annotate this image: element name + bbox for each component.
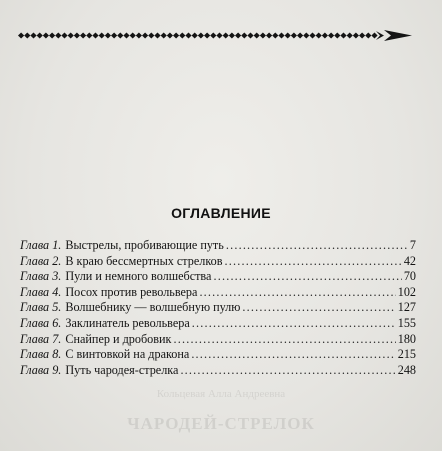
border-link — [365, 33, 371, 39]
page-number: 102 — [397, 284, 416, 299]
border-link — [223, 33, 229, 39]
border-link — [24, 33, 30, 39]
border-link — [154, 33, 160, 39]
dot-leader — [191, 347, 395, 363]
border-link — [130, 33, 136, 39]
border-link — [260, 33, 266, 39]
border-link — [92, 33, 98, 39]
chapter-label: Глава 1. — [20, 238, 62, 252]
border-link — [43, 33, 49, 39]
arrowhead-icon — [384, 30, 412, 41]
page-number: 70 — [403, 269, 416, 284]
border-link — [309, 33, 315, 39]
border-link — [74, 33, 80, 39]
chapter-title: Волшебнику — волшебную пулю — [65, 300, 241, 315]
border-link — [167, 33, 173, 39]
page-number: 42 — [403, 253, 416, 268]
toc-entry — [20, 300, 416, 316]
border-link — [297, 33, 303, 39]
border-link — [49, 33, 55, 39]
border-link — [192, 33, 198, 39]
show-through-text: Кольцевая Алла Андреевна — [156, 388, 286, 400]
border-link — [142, 33, 148, 39]
chapter-title: Выстрелы, пробивающие путь — [65, 238, 224, 252]
border-link — [371, 33, 377, 39]
page-number: 127 — [397, 300, 416, 315]
table-of-contents-heading: ОГЛАВЛЕНИЕ — [171, 205, 271, 221]
border-link — [235, 33, 241, 39]
border-link — [359, 33, 365, 39]
chapter-title: Путь чародея-стрелка — [65, 362, 179, 377]
dot-leader — [180, 363, 395, 379]
chapter-label: Глава 7. — [20, 331, 62, 346]
chapter-label: Глава 3. — [20, 269, 62, 284]
border-link — [80, 33, 86, 39]
dot-leader — [213, 269, 401, 285]
border-link — [210, 33, 216, 39]
border-link — [254, 33, 260, 39]
border-link — [86, 33, 92, 39]
chapter-title: Пули и немного волшебства — [65, 269, 212, 284]
border-link — [291, 33, 297, 39]
border-link — [241, 33, 247, 39]
border-link — [316, 33, 322, 39]
page-number: 248 — [397, 362, 416, 377]
page-number: 215 — [397, 347, 416, 362]
toc-entry — [20, 254, 416, 270]
chapter-label: Глава 9. — [20, 362, 62, 377]
border-link — [266, 33, 272, 39]
border-link — [278, 33, 284, 39]
border-link — [148, 33, 154, 39]
chapter-label: Глава 6. — [20, 315, 62, 330]
border-link — [117, 33, 123, 39]
border-link — [347, 33, 353, 39]
border-link — [328, 33, 334, 39]
border-link — [353, 33, 359, 39]
dot-leader — [199, 285, 395, 301]
toc-entry — [20, 363, 416, 379]
border-link — [61, 33, 67, 39]
dot-leader — [225, 254, 402, 270]
dot-leader — [242, 300, 395, 316]
chapter-title: Снайпер и дробовик — [65, 331, 172, 346]
toc-entry — [20, 238, 416, 254]
border-link — [185, 33, 191, 39]
border-link — [111, 33, 117, 39]
chapter-title: Заклинатель револьвера — [65, 315, 190, 330]
border-link — [179, 33, 185, 39]
border-link — [334, 33, 340, 39]
border-link — [285, 33, 291, 39]
border-link — [105, 33, 111, 39]
chapter-title: С винтовкой на дракона — [65, 347, 190, 362]
chapter-label: Глава 8. — [20, 347, 62, 362]
border-link — [161, 33, 167, 39]
page-number: 7 — [409, 238, 416, 252]
table-of-contents — [20, 238, 416, 378]
border-link — [55, 33, 61, 39]
border-link — [123, 33, 129, 39]
border-link — [99, 33, 105, 39]
chapter-label: Глава 5. — [20, 300, 62, 315]
border-link — [198, 33, 204, 39]
dot-leader — [226, 238, 408, 254]
border-link — [18, 33, 24, 39]
chapter-title: В краю бессмертных стрелков — [65, 253, 223, 268]
border-chain — [18, 33, 378, 39]
border-link — [68, 33, 74, 39]
dot-leader — [192, 316, 396, 332]
border-link — [303, 33, 309, 39]
toc-entry — [20, 316, 416, 332]
border-link — [30, 33, 36, 39]
border-link — [37, 33, 43, 39]
dot-leader — [173, 332, 395, 348]
toc-entry — [20, 285, 416, 301]
chapter-label: Глава 2. — [20, 253, 62, 268]
border-link — [204, 33, 210, 39]
page-number: 155 — [397, 315, 416, 330]
border-link — [322, 33, 328, 39]
toc-entry — [20, 332, 416, 348]
toc-entry — [20, 347, 416, 363]
show-through-title: ЧАРОДЕЙ-СТРЕЛОК — [127, 414, 315, 433]
border-link — [136, 33, 142, 39]
chapter-label: Глава 4. — [20, 284, 62, 299]
chapter-title: Посох против револьвера — [65, 284, 198, 299]
border-link — [272, 33, 278, 39]
decorative-arrow-border — [16, 24, 416, 46]
toc-entry — [20, 269, 416, 285]
border-link — [229, 33, 235, 39]
border-link — [247, 33, 253, 39]
border-link — [173, 33, 179, 39]
page-number: 180 — [397, 331, 416, 346]
border-link — [216, 33, 222, 39]
border-link — [340, 33, 346, 39]
